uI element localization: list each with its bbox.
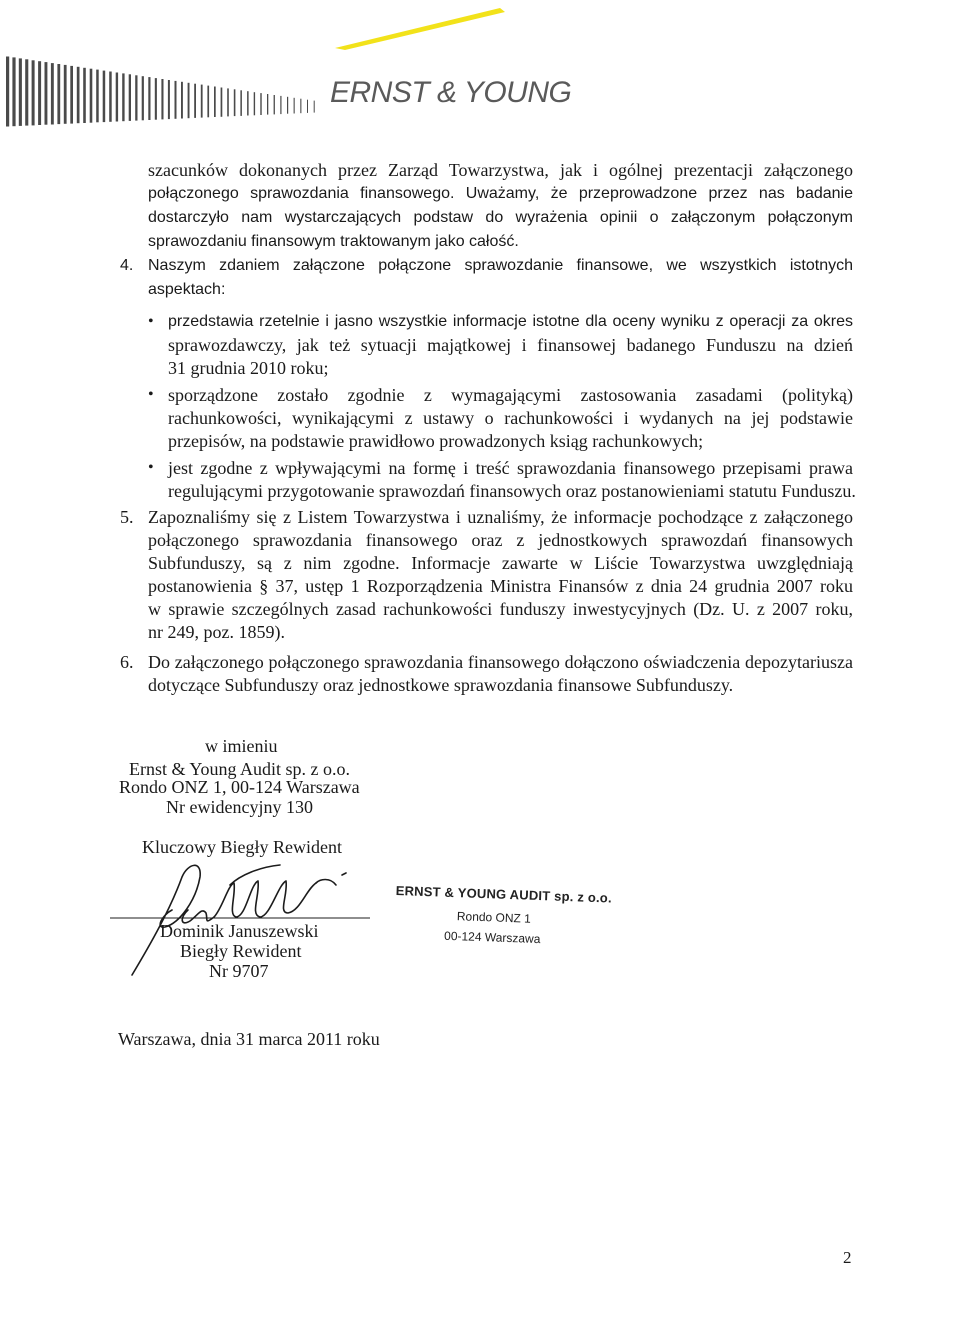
logo-bar — [64, 65, 67, 124]
logo-bar — [161, 79, 163, 119]
point-5-line: postanowienia § 37, ustęp 1 Rozporządzenia Ministra Finansów z dnia 24 grudnia 2007 roku — [148, 576, 853, 596]
logo-bar — [96, 70, 99, 123]
point-4-number: 4. — [120, 257, 134, 274]
logo-bar — [25, 59, 28, 125]
logo-bar — [77, 67, 80, 123]
logo-bar — [267, 94, 268, 115]
point-5-line: Zapoznaliśmy się z Listem Towarzystwa i uznaliśmy, że informacje pochodzące z załączonego — [148, 507, 853, 527]
logo-bar — [12, 57, 15, 126]
bullet-2-line: rachunkowości, wynikającymi z ustawy o rachunkowości i wydanych na jej podstawie — [168, 408, 853, 428]
bullet-marker: • — [148, 313, 154, 330]
logo-bar — [314, 101, 315, 113]
logo-bar — [70, 66, 73, 124]
logo-bar — [287, 97, 288, 114]
stamp-line-1: ERNST & YOUNG AUDIT sp. z o.o. — [395, 883, 613, 906]
company-stamp — [394, 883, 616, 961]
logo-bar — [221, 88, 223, 117]
intro-line: dostarczyło nam wystarczających podstaw do wyrażenia opinii o załączonym połączonym — [148, 209, 853, 226]
bullet-1-line: przedstawia rzetelnie i jasno wszystkie informacje istotne dla oceny wyniku z operacji za okres — [168, 313, 853, 330]
point-6-number: 6. — [120, 652, 134, 672]
logo-bar — [135, 75, 137, 120]
company-logo-text — [330, 76, 571, 110]
logo-bar — [6, 57, 9, 127]
logo-bar — [260, 93, 261, 115]
logo-bar — [188, 83, 190, 118]
bullet-1-line: sprawozdawczy, jak też sytuacji majątkowej i finansowej badanego Funduszu na dzień — [168, 335, 853, 355]
logo-bar — [234, 89, 236, 116]
logo-bar — [247, 91, 249, 115]
point-5-number: 5. — [120, 507, 134, 527]
logo-bar — [175, 81, 177, 119]
logo-bar — [103, 71, 106, 123]
bullet-3-line: regulującymi przygotowanie sprawozdań finansowych oraz postanowieniami statutu Funduszu. — [168, 481, 856, 501]
logo-bar — [181, 82, 183, 119]
bullet-2-line: przepisów, na podstawie prawidłowo prowadzonych ksiąg rachunkowych; — [168, 431, 704, 451]
logo-bar — [90, 69, 93, 123]
auditor-name: Dominik Januszewski — [160, 921, 319, 941]
logo-bar — [300, 99, 301, 114]
auditor-number: Nr 9707 — [209, 961, 269, 981]
logo-bar — [148, 77, 150, 120]
logo-bar — [83, 68, 86, 123]
logo-bar — [129, 74, 131, 121]
bullet-marker: • — [148, 459, 154, 476]
logo-bar — [280, 96, 281, 114]
logo-bar — [45, 62, 48, 125]
point-4-line: aspektach: — [148, 281, 226, 298]
stamp-line-3: 00-124 Warszawa — [443, 928, 541, 947]
page-number: 2 — [843, 1248, 852, 1267]
point-5-line: połączonego sprawozdania finansowego oraz z jednostkowych sprawozdań finansowych — [148, 530, 853, 550]
logo-bar — [122, 73, 124, 121]
logo-bar — [19, 58, 22, 126]
signatory-line: Ernst & Young Audit sp. z o.o. — [129, 759, 351, 779]
logo-bar — [194, 84, 196, 118]
bullet-marker: • — [148, 386, 154, 403]
logo-bar — [109, 72, 112, 122]
logo-yellow-swoosh — [335, 8, 505, 50]
date-line: Warszawa, dnia 31 marca 2011 roku — [118, 1029, 380, 1049]
signatory-line: Nr ewidencyjny 130 — [166, 797, 313, 817]
logo-bar — [294, 98, 295, 114]
logo-bar — [51, 63, 54, 124]
signatory-line: w imieniu — [205, 736, 278, 756]
point-5-line: w sprawie szczególnych zasad rachunkowości funduszy inwestycyjnych (Dz. U. z 2007 roku, — [148, 599, 853, 619]
logo-bar — [32, 60, 35, 125]
bullet-3-line: jest zgodne z wpływającymi na formę i treść sprawozdania finansowego przepisami prawa — [168, 458, 853, 478]
bullet-1-line: 31 grudnia 2010 roku; — [168, 358, 329, 378]
stamp-line-2: Rondo ONZ 1 — [456, 909, 532, 926]
auditor-title: Biegły Rewident — [180, 941, 302, 961]
intro-line: szacunków dokonanych przez Zarząd Towarzystwa, jak i ogólnej prezentacji załączonego — [148, 160, 853, 180]
point-6-line: Do załączonego połączonego sprawozdania finansowego dołączono oświadczenia depozytariusza — [148, 652, 853, 672]
logo-bar — [214, 87, 216, 118]
point-5-line: Subfunduszy, są z nim zgodne. Informacje zawarte w Liście Towarzystwa uwzględniają — [148, 553, 853, 573]
point-6-line: dotyczące Subfunduszy oraz jednostkowe sprawozdania finansowe Subfunduszy. — [148, 675, 734, 695]
bullet-2-line: sporządzone zostało zgodnie z wymagającymi zastosowania zasadami (polityką) — [168, 385, 853, 405]
logo-bar — [274, 95, 275, 114]
logo-bar — [38, 61, 41, 125]
logo-bar — [168, 80, 170, 119]
logo-bar — [254, 92, 255, 115]
logo-bar — [142, 76, 144, 120]
point-5-line: nr 249, poz. 1859). — [148, 622, 285, 642]
signatory-line: Rondo ONZ 1, 00-124 Warszawa — [119, 777, 360, 797]
intro-line: sprawozdaniu finansowym traktowanym jako całość. — [148, 233, 519, 250]
logo-bar — [207, 86, 209, 118]
logo-bar — [116, 73, 118, 122]
logo-bar — [227, 88, 229, 116]
logo-bar — [155, 78, 157, 120]
auditor-role: Kluczowy Biegły Rewident — [142, 837, 342, 857]
logo-bar — [57, 64, 60, 124]
logo-bar — [307, 100, 308, 113]
point-4-line: Naszym zdaniem załączone połączone sprawozdanie finansowe, we wszystkich istotnych — [148, 257, 853, 274]
intro-line: połączonego sprawozdania finansowego. Uważamy, że przeprowadzone przez nas badanie — [148, 185, 853, 202]
logo-bar — [201, 85, 203, 118]
logo-bar — [240, 90, 242, 116]
logo-wordmark: ERNST & YOUNG — [330, 76, 572, 109]
